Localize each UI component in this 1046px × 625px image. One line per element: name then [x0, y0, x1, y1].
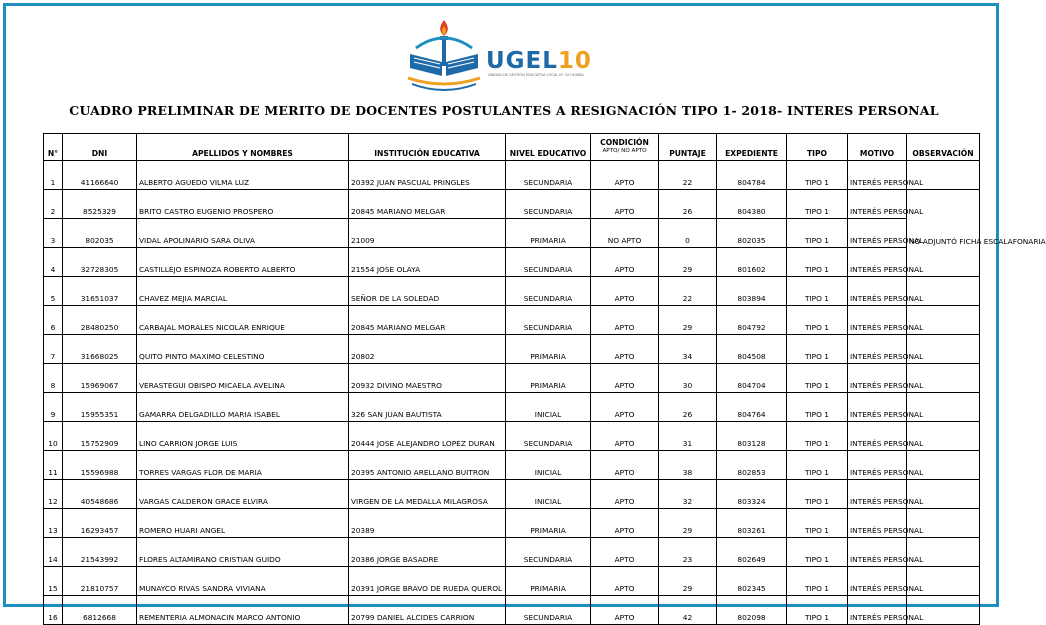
cell-n: 12	[44, 480, 63, 509]
cell-motivo: INTERÉS PERSONAL	[848, 567, 907, 596]
cell-expediente: 802853	[717, 451, 787, 480]
cell-institucion: VIRGEN DE LA MEDALLA MILAGROSA	[349, 480, 506, 509]
cell-puntaje: 34	[659, 335, 717, 364]
cell-nivel: INICIAL	[506, 393, 591, 422]
cell-puntaje: 22	[659, 161, 717, 190]
cell-institucion: 20845 MARIANO MELGAR	[349, 190, 506, 219]
table-row	[44, 248, 980, 277]
cell-n: 2	[44, 190, 63, 219]
cell-tipo: TIPO 1	[787, 161, 848, 190]
cell-expediente: 803324	[717, 480, 787, 509]
col-condicion-label: CONDICIÓN	[600, 138, 649, 147]
cell-nivel: PRIMARIA	[506, 219, 591, 248]
cell-nivel: PRIMARIA	[506, 364, 591, 393]
cell-motivo: INTERÉS PERSONAL	[848, 248, 907, 277]
cell-institucion: 326 SAN JUAN BAUTISTA	[349, 393, 506, 422]
cell-tipo: TIPO 1	[787, 248, 848, 277]
cell-institucion: 20932 DIVINO MAESTRO	[349, 364, 506, 393]
logo-subtitle: UNIDAD DE GESTIÓN EDUCATIVA LOCAL N° 10 HUARAL	[488, 73, 585, 77]
cell-motivo: INTERÉS PERSONAL	[848, 596, 907, 625]
cell-motivo: INTERÉS PERSONAL	[848, 161, 907, 190]
cell-tipo: TIPO 1	[787, 393, 848, 422]
cell-motivo: INTERÉS PERSONAL	[848, 451, 907, 480]
logo-wordmark	[486, 48, 592, 74]
table-header	[44, 134, 980, 161]
cell-nivel: SECUNDARIA	[506, 306, 591, 335]
cell-condicion: APTO	[591, 538, 659, 567]
cell-puntaje: 23	[659, 538, 717, 567]
cell-puntaje: 42	[659, 596, 717, 625]
cell-dni: 32728305	[63, 248, 137, 277]
cell-nombre: REMENTERIA ALMONACIN MARCO ANTONIO	[137, 596, 349, 625]
ugel-logo	[402, 18, 592, 100]
cell-dni: 41166640	[63, 161, 137, 190]
cell-n: 6	[44, 306, 63, 335]
cell-puntaje: 29	[659, 509, 717, 538]
cell-condicion: APTO	[591, 277, 659, 306]
cell-motivo: INTERÉS PERSONAL	[848, 364, 907, 393]
cell-dni: 31668025	[63, 335, 137, 364]
cell-expediente: 802345	[717, 567, 787, 596]
cell-nivel: SECUNDARIA	[506, 161, 591, 190]
cell-institucion: 20386 JORGE BASADRE	[349, 538, 506, 567]
cell-expediente: 803894	[717, 277, 787, 306]
cell-tipo: TIPO 1	[787, 596, 848, 625]
table-row	[44, 596, 980, 625]
table-row	[44, 161, 980, 190]
document-title: CUADRO PRELIMINAR DE MERITO DE DOCENTES POSTULANTES A RESIGNACIÓN TIPO 1- 2018- INTERES PERSONAL	[69, 103, 939, 118]
cell-institucion: 21554 JOSE OLAYA	[349, 248, 506, 277]
table-row	[44, 538, 980, 567]
cell-n: 8	[44, 364, 63, 393]
logo-number: 10	[557, 48, 592, 74]
cell-condicion: APTO	[591, 451, 659, 480]
cell-puntaje: 26	[659, 190, 717, 219]
cell-n: 7	[44, 335, 63, 364]
cell-institucion: 20395 ANTONIO ARELLANO BUITRON	[349, 451, 506, 480]
col-observacion: OBSERVACIÓN	[907, 134, 980, 161]
cell-puntaje: 22	[659, 277, 717, 306]
cell-puntaje: 31	[659, 422, 717, 451]
cell-observacion: NO ADJUNTÓ FICHA ESCALAFONARIA	[907, 190, 980, 248]
col-n: N°	[44, 134, 63, 161]
cell-expediente: 804508	[717, 335, 787, 364]
cell-expediente: 804704	[717, 364, 787, 393]
cell-tipo: TIPO 1	[787, 422, 848, 451]
cell-condicion: APTO	[591, 422, 659, 451]
cell-expediente: 804764	[717, 393, 787, 422]
cell-nivel: INICIAL	[506, 480, 591, 509]
cell-dni: 15955351	[63, 393, 137, 422]
table-row	[44, 451, 980, 480]
cell-institucion: 20802	[349, 335, 506, 364]
cell-nombre: BRITO CASTRO EUGENIO PROSPERO	[137, 190, 349, 219]
cell-expediente: 803128	[717, 422, 787, 451]
cell-nivel: SECUNDARIA	[506, 538, 591, 567]
cell-expediente: 802035	[717, 219, 787, 248]
cell-condicion: APTO	[591, 306, 659, 335]
cell-motivo: INTERÉS PERSONAL	[848, 190, 907, 219]
merit-table	[43, 133, 1046, 625]
cell-nivel: PRIMARIA	[506, 335, 591, 364]
cell-nivel: SECUNDARIA	[506, 422, 591, 451]
cell-dni: 15752909	[63, 422, 137, 451]
table-row	[44, 306, 980, 335]
col-tipo: TIPO	[787, 134, 848, 161]
cell-condicion: APTO	[591, 190, 659, 219]
cell-n: 1	[44, 161, 63, 190]
col-nivel: NIVEL EDUCATIVO	[506, 134, 591, 161]
cell-institucion: 20799 DANIEL ALCIDES CARRION	[349, 596, 506, 625]
col-dni: DNI	[63, 134, 137, 161]
cell-tipo: TIPO 1	[787, 480, 848, 509]
cell-tipo: TIPO 1	[787, 509, 848, 538]
cell-motivo: INTERÉS PERSONAL	[848, 277, 907, 306]
cell-tipo: TIPO 1	[787, 364, 848, 393]
cell-n: 10	[44, 422, 63, 451]
table-row	[44, 190, 980, 219]
cell-nivel: SECUNDARIA	[506, 596, 591, 625]
cell-condicion: APTO	[591, 480, 659, 509]
cell-condicion: NO APTO	[591, 219, 659, 248]
cell-institucion: 20444 JOSE ALEJANDRO LOPEZ DURAN	[349, 422, 506, 451]
table-row	[44, 335, 980, 364]
table-row	[44, 567, 980, 596]
cell-nombre: GAMARRA DELGADILLO MARIA ISABEL	[137, 393, 349, 422]
cell-motivo: INTERÉS PERSONAL	[848, 480, 907, 509]
cell-expediente: 804784	[717, 161, 787, 190]
cell-n: 5	[44, 277, 63, 306]
cell-institucion: 20389	[349, 509, 506, 538]
cell-puntaje: 0	[659, 219, 717, 248]
table-body	[44, 161, 1046, 625]
cell-nombre: FLORES ALTAMIRANO CRISTIAN GUIDO	[137, 538, 349, 567]
table-row	[44, 480, 980, 509]
cell-dni: 31651037	[63, 277, 137, 306]
cell-nivel: SECUNDARIA	[506, 277, 591, 306]
col-condicion-sub: APTO/ NO APTO	[602, 148, 647, 154]
document-frame	[3, 3, 1046, 622]
cell-dni: 21543992	[63, 538, 137, 567]
cell-condicion: APTO	[591, 509, 659, 538]
cell-dni: 8525329	[63, 190, 137, 219]
cell-institucion: 20845 MARIANO MELGAR	[349, 306, 506, 335]
cell-condicion: APTO	[591, 596, 659, 625]
table-row	[44, 509, 980, 538]
cell-tipo: TIPO 1	[787, 190, 848, 219]
cell-nombre: VERASTEGUI OBISPO MICAELA AVELINA	[137, 364, 349, 393]
cell-motivo: INTERÉS PERSONAL	[848, 335, 907, 364]
cell-puntaje: 29	[659, 567, 717, 596]
cell-dni: 28480250	[63, 306, 137, 335]
cell-institucion: 21009	[349, 219, 506, 248]
cell-tipo: TIPO 1	[787, 451, 848, 480]
cell-nivel: PRIMARIA	[506, 509, 591, 538]
cell-nivel: INICIAL	[506, 451, 591, 480]
cell-nivel: SECUNDARIA	[506, 248, 591, 277]
col-expediente: EXPEDIENTE	[717, 134, 787, 161]
cell-expediente: 804792	[717, 306, 787, 335]
cell-n: 16	[44, 596, 63, 625]
cell-dni: 802035	[63, 219, 137, 248]
cell-condicion: APTO	[591, 393, 659, 422]
logo-text: UGEL	[486, 48, 558, 74]
cell-motivo: INTERÉS PERSONAL	[848, 393, 907, 422]
cell-nombre: VARGAS CALDERON GRACE ELVIRA	[137, 480, 349, 509]
cell-n: 11	[44, 451, 63, 480]
cell-puntaje: 29	[659, 248, 717, 277]
col-puntaje: PUNTAJE	[659, 134, 717, 161]
cell-dni: 15596988	[63, 451, 137, 480]
cell-expediente: 801602	[717, 248, 787, 277]
cell-institucion: 20392 JUAN PASCUAL PRINGLES	[349, 161, 506, 190]
cell-n: 13	[44, 509, 63, 538]
cell-nombre: CHAVEZ MEJIA MARCIAL	[137, 277, 349, 306]
cell-expediente: 802098	[717, 596, 787, 625]
cell-nombre: QUITO PINTO MAXIMO CELESTINO	[137, 335, 349, 364]
cell-puntaje: 32	[659, 480, 717, 509]
cell-nombre: MUNAYCO RIVAS SANDRA VIVIANA	[137, 567, 349, 596]
table-row	[44, 364, 980, 393]
cell-nivel: SECUNDARIA	[506, 190, 591, 219]
cell-dni: 15969067	[63, 364, 137, 393]
cell-nombre: TORRES VARGAS FLOR DE MARIA	[137, 451, 349, 480]
cell-condicion: APTO	[591, 335, 659, 364]
cell-tipo: TIPO 1	[787, 567, 848, 596]
cell-institucion: 20391 JORGE BRAVO DE RUEDA QUEROL	[349, 567, 506, 596]
cell-nivel: PRIMARIA	[506, 567, 591, 596]
cell-dni: 40548686	[63, 480, 137, 509]
cell-expediente: 803261	[717, 509, 787, 538]
cell-nombre: VIDAL APOLINARIO SARA OLIVA	[137, 219, 349, 248]
cell-puntaje: 26	[659, 393, 717, 422]
table-row	[44, 277, 980, 306]
cell-motivo: INTERÉS PERSONAL	[848, 509, 907, 538]
cell-condicion: APTO	[591, 248, 659, 277]
cell-n: 4	[44, 248, 63, 277]
cell-motivo: INTERÉS PERSONAL	[848, 306, 907, 335]
cell-n: 14	[44, 538, 63, 567]
cell-condicion: APTO	[591, 364, 659, 393]
cell-tipo: TIPO 1	[787, 219, 848, 248]
cell-nombre: CARBAJAL MORALES NICOLAR ENRIQUE	[137, 306, 349, 335]
cell-n: 15	[44, 567, 63, 596]
cell-nombre: LINO CARRION JORGE LUIS	[137, 422, 349, 451]
cell-dni: 16293457	[63, 509, 137, 538]
cell-expediente: 804380	[717, 190, 787, 219]
cell-nombre: CASTILLEJO ESPINOZA ROBERTO ALBERTO	[137, 248, 349, 277]
cell-motivo: INTERÉS PERSONAL	[848, 422, 907, 451]
cell-nombre: ROMERO HUARI ANGEL	[137, 509, 349, 538]
table-row	[44, 422, 980, 451]
cell-n: 3	[44, 219, 63, 248]
cell-nombre: ALBERTO AGUEDO VILMA LUZ	[137, 161, 349, 190]
cell-institucion: SEÑOR DE LA SOLEDAD	[349, 277, 506, 306]
table-row	[44, 393, 980, 422]
col-institucion: INSTITUCIÓN EDUCATIVA	[349, 134, 506, 161]
torch-book-icon	[402, 18, 486, 96]
cell-tipo: TIPO 1	[787, 277, 848, 306]
cell-tipo: TIPO 1	[787, 335, 848, 364]
cell-condicion: APTO	[591, 161, 659, 190]
table-row	[44, 219, 980, 248]
cell-motivo: INTERÉS PERSONAL	[848, 219, 907, 248]
cell-condicion: APTO	[591, 567, 659, 596]
cell-puntaje: 38	[659, 451, 717, 480]
cell-tipo: TIPO 1	[787, 306, 848, 335]
col-nombres: APELLIDOS Y NOMBRES	[137, 134, 349, 161]
cell-motivo: INTERÉS PERSONAL	[848, 538, 907, 567]
cell-dni: 21810757	[63, 567, 137, 596]
cell-tipo: TIPO 1	[787, 538, 848, 567]
cell-puntaje: 29	[659, 306, 717, 335]
col-motivo: MOTIVO	[848, 134, 907, 161]
cell-puntaje: 30	[659, 364, 717, 393]
cell-expediente: 802649	[717, 538, 787, 567]
cell-dni: 6812668	[63, 596, 137, 625]
cell-n: 9	[44, 393, 63, 422]
col-condicion	[591, 134, 659, 161]
